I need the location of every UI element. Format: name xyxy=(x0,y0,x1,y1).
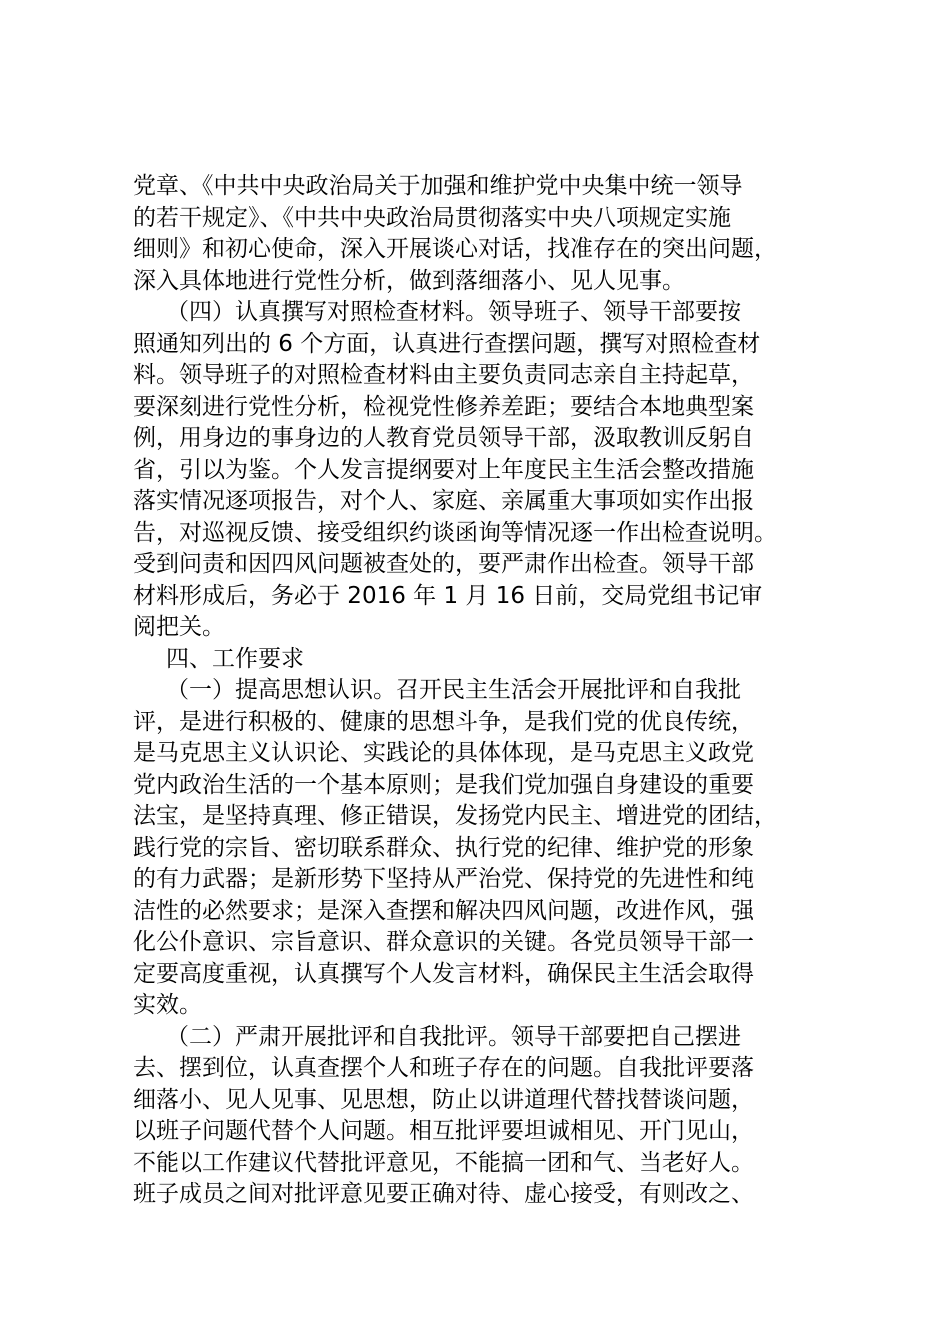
text-line: 党内政治生活的一个基本原则；是我们党加强自身建设的重要 xyxy=(133,771,754,798)
section-heading: 四、工作要求 xyxy=(166,645,304,672)
text-line: 定要高度重视，认真撰写个人发言材料，确保民主生活会取得 xyxy=(133,960,754,987)
text-line: 践行党的宗旨、密切联系群众、执行党的纪律、维护党的形象 xyxy=(133,834,754,861)
paragraph-start-line: （一）提高思想认识。召开民主生活会开展批评和自我批 xyxy=(166,677,741,703)
text-line: 落实情况逐项报告，对个人、家庭、亲属重大事项如实作出报 xyxy=(133,488,754,514)
text-line: 告，对巡视反馈、接受组织约谈函询等情况逐一作出检查说明。 xyxy=(133,519,777,546)
text-line: 受到问责和因四风问题被查处的，要严肃作出检查。领导干部 xyxy=(133,551,754,577)
text-line: 实效。 xyxy=(133,992,202,1018)
document-body xyxy=(133,171,848,1211)
text-line: 细则》和初心使命，深入开展谈心对话，找准存在的突出问题， xyxy=(133,236,777,262)
text-line: 要深刻进行党性分析，检视党性修养差距；要结合本地典型案 xyxy=(133,393,754,420)
text-line: 去、摆到位，认真查摆个人和班子存在的问题。自我批评要落 xyxy=(133,1055,754,1081)
text-line: 材料形成后，务必于 2016 年 1 月 16 日前，交局党组书记审 xyxy=(133,582,763,609)
text-line: 例，用身边的事身边的人教育党员领导干部，汲取教训反躬自 xyxy=(133,425,754,451)
text-line: 党章、《中共中央政治局关于加强和维护党中央集中统一领导 xyxy=(133,173,743,199)
text-line: 评，是进行积极的、健康的思想斗争，是我们党的优良传统， xyxy=(133,708,754,735)
text-line: 细落小、见人见事、见思想，防止以讲道理代替找替谈问题， xyxy=(133,1086,754,1113)
text-line: 的有力武器；是新形势下坚持从严治党、保持党的先进性和纯 xyxy=(133,866,754,892)
text-line: 的若干规定》、《中共中央政治局贯彻落实中央八项规定实施 xyxy=(133,204,731,231)
paragraph-start-line: （四）认真撰写对照检查材料。领导班子、领导干部要按 xyxy=(166,299,741,325)
paragraph-start-line: （二）严肃开展批评和自我批评。领导干部要把自己摆进 xyxy=(166,1023,741,1050)
text-line: 照通知列出的 6 个方面，认真进行查摆问题，撰写对照检查材 xyxy=(133,330,761,357)
text-line: 省，引以为鉴。个人发言提纲要对上年度民主生活会整改措施 xyxy=(133,456,754,483)
text-line: 以班子问题代替个人问题。相互批评要坦诚相见、开门见山， xyxy=(133,1118,754,1144)
text-line: 阅把关。 xyxy=(133,614,225,640)
text-line: 不能以工作建议代替批评意见，不能搞一团和气、当老好人。 xyxy=(133,1149,754,1176)
text-line: 料。领导班子的对照检查材料由主要负责同志亲自主持起草， xyxy=(133,362,754,388)
text-line: 是马克思主义认识论、实践论的具体体现，是马克思主义政党 xyxy=(133,740,754,766)
text-line: 化公仆意识、宗旨意识、群众意识的关键。各党员领导干部一 xyxy=(133,929,754,955)
text-line: 班子成员之间对批评意见要正确对待、虚心接受，有则改之、 xyxy=(133,1181,754,1207)
text-line: 深入具体地进行党性分析，做到落细落小、见人见事。 xyxy=(133,267,685,294)
text-line: 法宝，是坚持真理、修正错误，发扬党内民主、增进党的团结， xyxy=(133,803,777,829)
text-line: 洁性的必然要求；是深入查摆和解决四风问题，改进作风，强 xyxy=(133,897,754,924)
